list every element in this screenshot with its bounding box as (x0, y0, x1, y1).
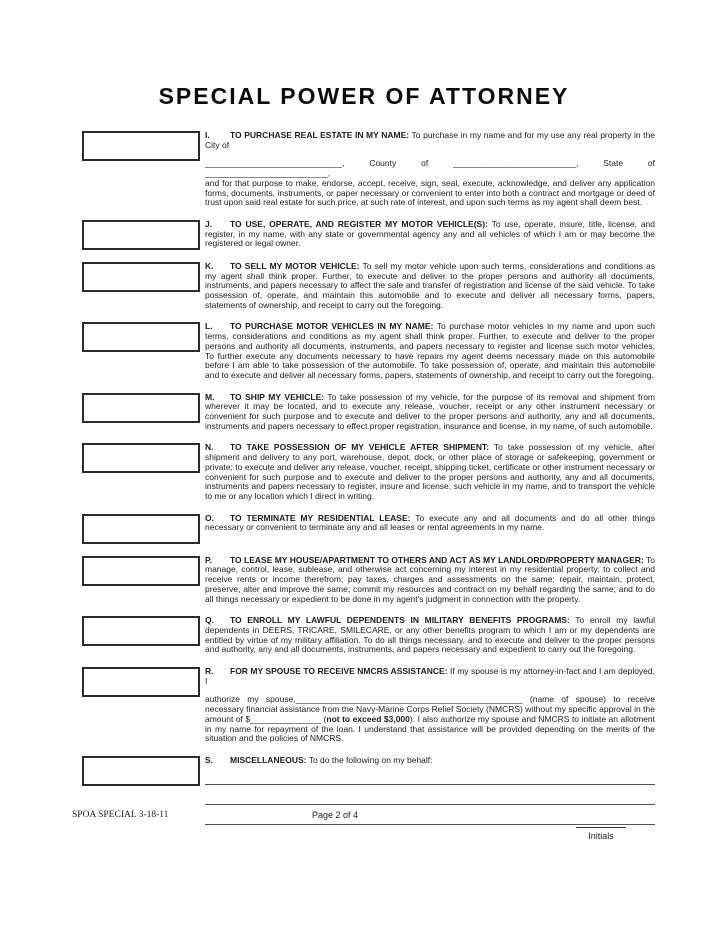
section-j-letter: J. (205, 218, 213, 229)
initials-block (576, 827, 626, 841)
initials-label: Initials (588, 831, 614, 841)
section-p-heading: TO LEASE MY HOUSE/APARTMENT TO OTHERS AND ACT AS MY LANDLORD/PROPERTY MANAGER: (230, 554, 644, 565)
section-k-letter: K. (205, 260, 214, 271)
section-j-heading: TO USE, OPERATE, AND REGISTER MY MOTOR VEHICLE(S): (230, 218, 488, 229)
section-n (82, 443, 655, 501)
section-m (82, 393, 655, 432)
page-number: Page 2 of 4 (312, 810, 359, 820)
section-i-body: and for that purpose to make, endorse, accept, receive, sign, seal, execute, acknowledge, and deliver any application forms, documents, instruments, or paper necessary or convenient to enter into both a contract and mortgage or deed of trust upon said real estate for such price, at such rate of interest, and upon such terms as my agent shall deem best. (205, 177, 655, 208)
section-q-body: To enroll my lawful dependents in DEERS, TRICARE, SMILECARE, or any other benefits program to which I am or my dependents are entitled by virtue of my military affiliation. To do all things necessary, and to execute and deliver to the proper persons and authority, any and all documents, instruments, and papers necessary and expedient to carry out the foregoing. (205, 615, 655, 655)
section-k-heading: TO SELL MY MOTOR VEHICLE: (230, 260, 360, 271)
section-o (82, 514, 655, 544)
section-i-text (205, 131, 655, 208)
line-end-comma: , (327, 168, 331, 179)
section-p-body: To manage, control, lease, sublease, and otherwise act concerning my interest in my residential property; to collect and receive rents or income therefrom; pay taxes, charges and assessments on the same; repair, maintain, protect, preserve, alter and improve the same; commit my resources and contract on my behalf regarding the same; and to do all things necessary or expedient to be done in my agent's judgment in connection with the property. (205, 554, 655, 604)
section-r (82, 667, 655, 744)
initial-box-o[interactable] (82, 514, 200, 544)
section-n-body: To take possession of my vehicle, after shipment and delivery to any port, warehouse, depot, dock, or other place of storage or safekeeping, government or private; to execute and deliver any release, voucher, receipt, shipping ticket, certificate or other instrument necessary or convenient for such purpose and to execute and deliver to the proper persons and authority, any and all documents, instruments and papers necessary to register, insure and license, such vehicle in my name, and to transport the vehicle to me or any location which I direct in writing. (205, 442, 655, 501)
section-l-letter: L. (205, 321, 213, 332)
section-l-body: To purchase motor vehicles in my name and upon such terms, considerations and conditions as my agent shall think proper. Further, to execute and deliver to the proper persons and authority all documents, instruments, and papers necessary to register and license such motor vehicles. To further execute any documents necessary to have repairs my agent deems necessary made on this automobile before I am able to take possession of the automobile. To take possession of, operate, and maintain this automobile and to execute and deliver all necessary forms, papers, statements of ownership, and receipt to carry out the foregoing. (205, 321, 655, 380)
section-n-letter: N. (205, 442, 214, 453)
county-blank[interactable]: __________________________ (453, 158, 576, 169)
section-l (82, 322, 655, 380)
initial-box-j[interactable] (82, 220, 200, 250)
initial-box-n[interactable] (82, 443, 200, 473)
initial-box-l[interactable] (82, 322, 200, 352)
section-q-heading: TO ENROLL MY LAWFUL DEPENDENTS IN MILITARY BENEFITS PROGRAMS: (230, 615, 570, 626)
section-o-heading: TO TERMINATE MY RESIDENTIAL LEASE: (230, 512, 411, 523)
city-blank[interactable]: _____________________________ (205, 158, 343, 169)
section-k (82, 262, 655, 311)
section-s-body: To do the following on my behalf: (308, 754, 433, 765)
section-r-text (205, 667, 655, 744)
not-to-exceed-phrase: not to exceed $3,000 (326, 713, 410, 724)
initial-box-k[interactable] (82, 262, 200, 292)
section-r-p2: (name of spouse) to receive necessary financial assistance from the Navy-Marine Corps Relief Society (NMCRS) without my specific approval in the amount of $ (205, 694, 655, 724)
section-m-text (205, 393, 655, 432)
county-label: , County of (342, 158, 454, 169)
section-r-p3: ( (321, 713, 327, 724)
section-s-heading: MISCELLANEOUS: (230, 754, 307, 765)
section-o-body: To execute any and all documents and do all other things necessary or convenient to terminate any and all leases or rental agreements in my name. (205, 512, 656, 533)
section-m-letter: M. (205, 391, 215, 402)
section-r-heading: FOR MY SPOUSE TO RECEIVE NMCRS ASSISTANCE: (230, 666, 448, 677)
section-p (82, 556, 655, 605)
form-id: SPOA SPECIAL 3-18-11 (72, 810, 169, 820)
section-o-text (205, 514, 655, 533)
section-p-text (205, 556, 655, 605)
section-n-text (205, 443, 655, 501)
initial-box-q[interactable] (82, 616, 200, 646)
section-l-heading: TO PURCHASE MOTOR VEHICLES IN MY NAME: (230, 321, 434, 332)
section-k-body: To sell my motor vehicle upon such terms, considerations and conditions as my agent shall think proper. Further, to execute and deliver to the proper persons and authority all documents, instruments, and papers necessary to affect the sale and transfer of registration and license of the said vehicle. To take possession of, operate, and maintain this automobile and to execute and deliver all necessary forms, papers, statements of ownership, and receipt to carry out the foregoing. (205, 260, 655, 310)
spouse-name-blank[interactable]: ________________________________________________ (295, 694, 523, 705)
initial-box-r[interactable] (82, 667, 200, 697)
initials-line[interactable] (576, 827, 626, 828)
state-label: , State of (575, 158, 655, 169)
section-s-letter: S. (205, 754, 214, 765)
form-content (0, 110, 728, 825)
initial-box-i[interactable] (82, 131, 200, 161)
section-q-text (205, 616, 655, 655)
section-p-letter: P. (205, 554, 212, 565)
section-m-body: To take possession of my vehicle, for the purpose of its removal and shipment from wherever it may be located, and to execute any release, voucher, receipt or any other instrument necessary or convenient for such purpose and to execute and deliver to the proper persons and authority, any and all documents, instruments and papers necessary to effect proper registration, insurance and license, in my name, of such automobile. (205, 391, 655, 431)
section-i-letter: I. (205, 130, 210, 140)
section-l-text (205, 322, 655, 380)
section-j-text (205, 220, 655, 249)
section-s-text (205, 756, 655, 825)
initial-box-p[interactable] (82, 556, 200, 586)
section-i-heading: TO PURCHASE REAL ESTATE IN MY NAME: (230, 130, 410, 140)
writing-line-2[interactable] (205, 804, 655, 805)
section-q-letter: Q. (205, 615, 214, 626)
section-r-p1: authorize my spouse, (205, 694, 296, 705)
section-n-heading: TO TAKE POSSESSION OF MY VEHICLE AFTER SHIPMENT: (230, 442, 490, 453)
section-i-intro: To purchase in my name and for my use any real property in the City of (205, 130, 655, 150)
section-r-intro: If my spouse is my attorney-in-fact and I am deployed, I (205, 666, 656, 686)
initial-box-m[interactable] (82, 393, 200, 423)
section-j-body: To use, operate, insure, title, license, and register, in my name, with any state or governmental agency any and all vehicles of which I am or may become the registered or legal owner. (205, 218, 655, 249)
section-q (82, 616, 655, 655)
writing-line-3[interactable] (205, 824, 655, 825)
section-o-letter: O. (205, 512, 214, 523)
section-k-text (205, 262, 655, 311)
writing-line-1[interactable] (205, 784, 655, 785)
section-i (82, 131, 655, 208)
section-j (82, 220, 655, 250)
initial-box-s[interactable] (82, 756, 200, 786)
amount-blank[interactable]: _______________ (250, 713, 322, 724)
state-blank[interactable]: __________________________ (205, 168, 328, 179)
section-r-p4: ). I also authorize my spouse and NMCRS to initiate an allotment in my name for repayment of the loan. I understand that assistance will be provided depending on the merits of the situation and the policies of NMCRS. (205, 713, 655, 744)
page-title: SPECIAL POWER OF ATTORNEY (158, 83, 570, 109)
section-r-letter: R. (205, 666, 214, 677)
section-m-heading: TO SHIP MY VEHICLE: (230, 391, 325, 402)
